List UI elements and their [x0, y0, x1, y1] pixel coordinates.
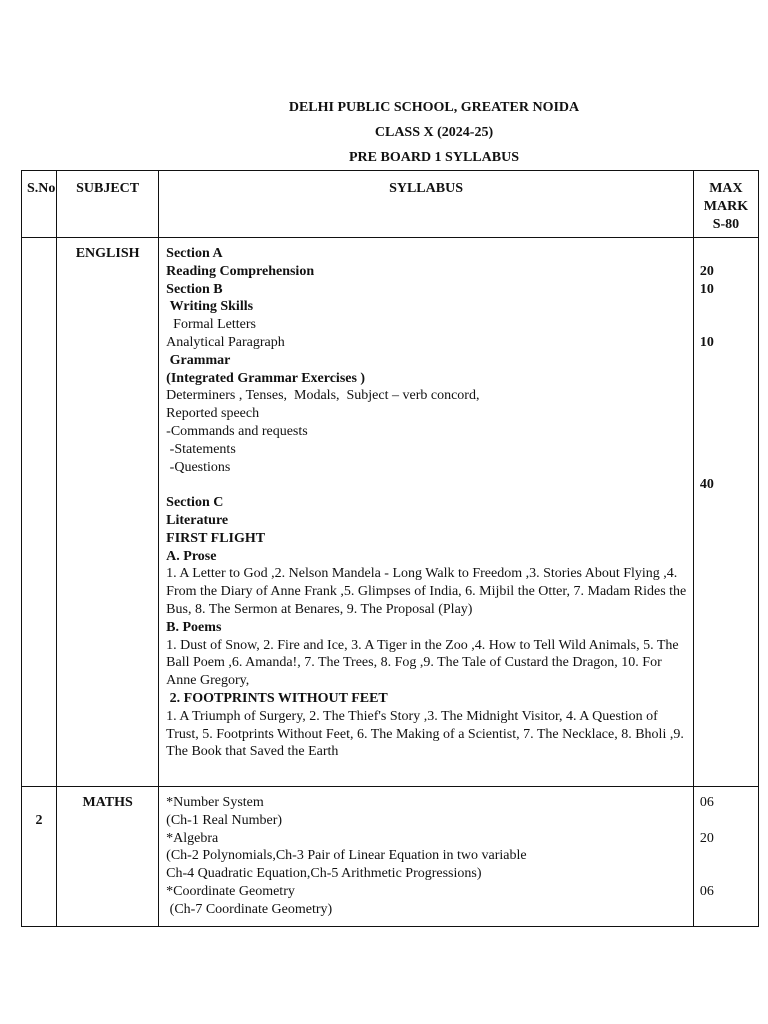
syllabus-line: (Ch-1 Real Number) — [166, 812, 283, 828]
spacer — [700, 298, 756, 316]
mark-value: 20 — [699, 263, 714, 279]
syllabus-line: 2. FOOTPRINTS WITHOUT FEET — [166, 690, 388, 706]
school-name: DELHI PUBLIC SCHOOL, GREATER NOIDA — [288, 100, 580, 115]
spacer — [700, 865, 756, 883]
syllabus-line: B. Poems — [166, 619, 222, 635]
spacer — [700, 387, 756, 405]
subject-cell: ENGLISH — [57, 238, 159, 787]
syllabus-line: *Algebra — [166, 830, 219, 846]
class-title: CLASS X (2024-25) — [374, 125, 494, 140]
marks-cell — [693, 787, 758, 927]
syllabus-line: (Integrated Grammar Exercises ) — [166, 370, 366, 386]
spacer — [700, 441, 756, 459]
spacer — [700, 459, 756, 477]
syllabus-line: 1. Dust of Snow, 2. Fire and Ice, 3. A Tiger in the Zoo ,4. How to Tell Wild Animals, 5. The Ball Poem ,6. Amanda!, 7. The Trees, 8. Fog ,9. The Tale of Custard the Dragon, 10. For Anne Gregory, — [166, 637, 683, 689]
exam-title: PRE BOARD 1 SYLLABUS — [349, 150, 519, 165]
syllabus-line: 1. A Triumph of Surgery, 2. The Thief's Story ,3. The Midnight Visitor, 4. A Question of Trust, 5. Footprints Without Feet, 6. The Making of a Scientist, 7. The Necklace, 8. Bholi ,9. The Book that Saved the Earth — [166, 708, 688, 760]
syllabus-cell — [159, 238, 694, 787]
marks-cell — [693, 238, 758, 787]
syllabus-line: -Statements — [166, 441, 236, 457]
spacer — [700, 405, 756, 423]
sno-value: 2 — [35, 813, 43, 828]
syllabus-line: Writing Skills — [166, 299, 254, 315]
syllabus-line: Ch-4 Quadratic Equation,Ch-5 Arithmetic Progressions) — [166, 866, 482, 882]
syllabus-line: Formal Letters — [166, 317, 256, 333]
syllabus-line: (Ch-7 Coordinate Geometry) — [166, 901, 333, 917]
syllabus-line: -Commands and requests — [166, 423, 308, 439]
syllabus-line: Reported speech — [166, 406, 260, 422]
max-mark-line-2: MARK — [703, 198, 749, 214]
syllabus-line: FIRST FLIGHT — [166, 530, 266, 546]
table-row — [22, 238, 759, 787]
table-row — [22, 787, 759, 927]
syllabus-line: Section C — [166, 495, 224, 511]
mark-value: 10 — [699, 281, 714, 297]
syllabus-line: A. Prose — [166, 548, 217, 564]
max-mark-line-1: MAX — [709, 181, 743, 196]
spacer — [700, 352, 756, 370]
spacer — [700, 245, 756, 263]
table-header-row — [22, 171, 759, 238]
mark-value: 06 — [699, 883, 714, 899]
mark-value: 10 — [699, 334, 714, 350]
mark-value: 06 — [699, 795, 714, 810]
spacer — [700, 847, 756, 865]
syllabus-line: *Coordinate Geometry — [166, 883, 295, 899]
spacer — [700, 812, 756, 830]
mark-value: 20 — [699, 830, 714, 846]
syllabus-line: *Number System — [166, 795, 264, 810]
max-mark-line-3: S-80 — [712, 216, 740, 232]
syllabus-line: Determiners , Tenses, Modals, Subject – verb concord, — [166, 388, 480, 404]
mark-value: 40 — [699, 477, 714, 493]
syllabus-line: 1. A Letter to God ,2. Nelson Mandela - Long Walk to Freedom ,3. Stories About Flying ,4. From the Diary of Anne Frank ,5. Glimpses of India, 6. Mijbil the Otter, 7. Madam Rides the Bus, 8. The Sermon at Benares, 9. The Proposal (Play) — [166, 566, 690, 617]
syllabus-line: -Questions — [166, 459, 231, 475]
spacer — [166, 476, 689, 494]
spacer — [700, 316, 756, 334]
syllabus-line: Grammar — [166, 352, 231, 368]
subject-cell: MATHS — [57, 787, 159, 927]
column-header-sno: S.No — [22, 171, 57, 238]
column-header-subject: SUBJECT — [57, 171, 159, 238]
syllabus-line: Section B — [166, 281, 223, 297]
syllabus-line: Literature — [166, 512, 229, 528]
column-header-max-mark — [693, 171, 758, 238]
column-header-syllabus: SYLLABUS — [159, 171, 694, 238]
spacer — [700, 423, 756, 441]
syllabus-line: Analytical Paragraph — [166, 334, 285, 350]
syllabus-line: Section A — [166, 246, 223, 261]
sno-cell — [22, 787, 57, 927]
syllabus-cell — [159, 787, 694, 927]
syllabus-table — [21, 170, 759, 927]
sno-cell — [22, 238, 57, 787]
syllabus-line: (Ch-2 Polynomials,Ch-3 Pair of Linear Equation in two variable — [166, 848, 527, 864]
syllabus-line: Reading Comprehension — [166, 263, 315, 279]
spacer — [700, 370, 756, 388]
